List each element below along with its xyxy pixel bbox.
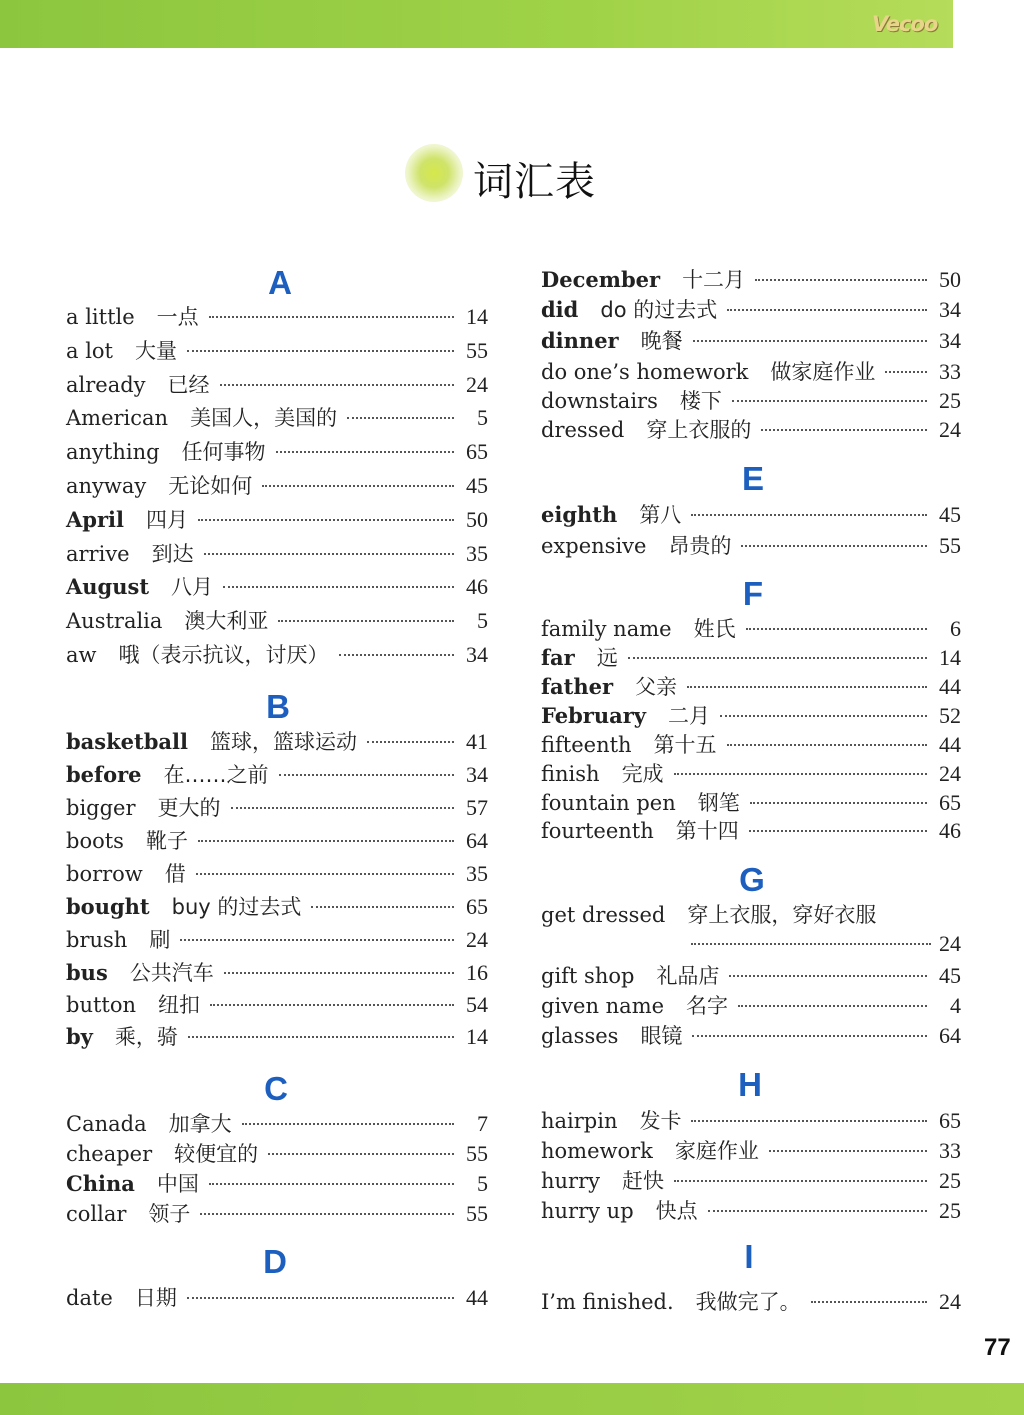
entry-word: I’m finished. <box>541 1290 674 1314</box>
leader-dots <box>674 1180 927 1182</box>
entry-meaning: 远 <box>596 646 618 670</box>
leader-dots <box>198 519 454 521</box>
leader-dots <box>187 1297 454 1299</box>
leader-dots <box>755 279 927 281</box>
entry-meaning: 借 <box>164 862 186 886</box>
entry-meaning: 乘，骑 <box>114 1025 178 1049</box>
entry-page: 45 <box>939 963 961 988</box>
entry-meaning: 第十五 <box>653 733 717 757</box>
entry-word: hairpin <box>541 1109 618 1133</box>
entry-page: 5 <box>477 1171 488 1196</box>
glossary-entry <box>541 415 961 445</box>
glossary-entry <box>66 403 488 433</box>
entry-meaning: 二月 <box>668 704 711 728</box>
leader-dots <box>279 774 454 776</box>
glossary-entry <box>541 759 961 789</box>
page-number: 77 <box>984 1334 1011 1361</box>
glossary-entry <box>66 370 488 400</box>
glossary-entry <box>66 1283 488 1313</box>
page-header <box>405 140 665 210</box>
entry-meaning: 钢笔 <box>697 791 740 815</box>
entry-page: 65 <box>466 894 488 919</box>
glossary-entry <box>541 1166 961 1196</box>
entry-meaning: 发卡 <box>639 1109 682 1133</box>
entry-page: 54 <box>466 992 488 1017</box>
glossary-entry <box>541 295 961 325</box>
entry-page: 5 <box>477 608 488 633</box>
section-letter: G <box>739 861 765 898</box>
entry-meaning: 更大的 <box>157 796 221 820</box>
entry-meaning: 哦（表示抗议，讨厌） <box>118 643 329 667</box>
section-letter: B <box>266 688 290 725</box>
glossary-entry <box>541 531 961 561</box>
entry-meaning: 任何事物 <box>181 440 266 464</box>
entry-page: 64 <box>939 1023 961 1048</box>
entry-meaning: 领子 <box>148 1202 191 1226</box>
glossary-entry <box>541 326 961 356</box>
leader-dots <box>727 744 927 746</box>
entry-meaning: 礼品店 <box>656 964 720 988</box>
entry-word: fountain pen <box>541 791 676 815</box>
glossary-entry <box>66 859 488 889</box>
entry-page: 33 <box>939 1138 961 1163</box>
entry-page-line <box>691 931 961 961</box>
glossary-entry <box>66 925 488 955</box>
entry-page: 24 <box>939 761 961 786</box>
entry-page: 14 <box>939 645 961 670</box>
entry-word: gift shop <box>541 964 635 988</box>
entry-word: bus <box>66 960 108 985</box>
glossary-entry <box>66 437 488 467</box>
leader-dots <box>210 1004 454 1006</box>
entry-page: 34 <box>466 642 488 667</box>
entry-word: bought <box>66 894 150 919</box>
entry-page: 64 <box>466 828 488 853</box>
bottom-banner <box>0 1383 1024 1415</box>
glossary-entry <box>66 1022 488 1052</box>
glossary-entry <box>541 701 961 731</box>
entry-page: 52 <box>939 703 961 728</box>
glossary-entry <box>66 640 488 670</box>
entry-page: 14 <box>466 1024 488 1049</box>
glossary-entry <box>66 572 488 602</box>
entry-word: do one’s homework <box>541 360 749 384</box>
glossary-entry <box>541 265 961 295</box>
entry-word: fifteenth <box>541 733 632 757</box>
glossary-entry <box>66 302 488 332</box>
entry-page: 34 <box>939 297 961 322</box>
entry-page: 46 <box>466 574 488 599</box>
entry-meaning: 第十四 <box>675 819 739 843</box>
glossary-entry <box>66 336 488 366</box>
entry-word: arrive <box>66 542 130 566</box>
entry-word: eighth <box>541 502 618 527</box>
entry-word: did <box>541 297 579 322</box>
glossary-entry <box>541 614 961 644</box>
entry-page: 65 <box>939 1108 961 1133</box>
entry-meaning: 中国 <box>156 1172 199 1196</box>
entry-meaning: 大量 <box>135 339 177 363</box>
entry-meaning: 昂贵的 <box>668 534 732 558</box>
entry-meaning: 无论如何 <box>168 474 253 498</box>
entry-word: hurry up <box>541 1199 634 1223</box>
entry-word: February <box>541 703 647 728</box>
glossary-entry <box>66 539 488 569</box>
entry-meaning: 日期 <box>134 1286 177 1310</box>
entry-word: already <box>66 373 146 397</box>
entry-word: August <box>66 574 150 599</box>
entry-word: button <box>66 993 137 1017</box>
glossary-entry <box>66 471 488 501</box>
glossary-entry <box>541 1287 961 1317</box>
entry-word: a lot <box>66 339 113 363</box>
leader-dots <box>692 1035 927 1037</box>
top-banner <box>0 0 953 48</box>
glossary-entry <box>541 1021 961 1051</box>
entry-meaning: 篮球，篮球运动 <box>209 730 357 754</box>
entry-word: dinner <box>541 328 619 353</box>
entry-meaning: 姓氏 <box>693 617 736 641</box>
section-letter: D <box>263 1243 287 1280</box>
entry-page: 5 <box>477 405 488 430</box>
entry-word: hurry <box>541 1169 600 1193</box>
entry-page: 55 <box>466 1141 488 1166</box>
section-letter: A <box>268 264 292 301</box>
entry-page: 41 <box>466 729 488 754</box>
entry-word: father <box>541 674 614 699</box>
entry-meaning: 公共汽车 <box>129 961 214 985</box>
entry-meaning: 家庭作业 <box>674 1139 759 1163</box>
entry-meaning: 美国人，美国的 <box>190 406 338 430</box>
entry-word: anything <box>66 440 160 464</box>
leader-dots <box>311 906 454 908</box>
entry-page: 14 <box>466 304 488 329</box>
leader-dots <box>242 1123 454 1125</box>
leader-dots <box>811 1301 927 1303</box>
leader-dots <box>209 316 454 318</box>
leader-dots <box>769 1150 927 1152</box>
entry-word: downstairs <box>541 389 658 413</box>
leader-dots <box>749 830 927 832</box>
leader-dots <box>885 371 927 373</box>
entry-page: 44 <box>466 1285 488 1310</box>
leader-dots <box>691 514 927 516</box>
entry-meaning: 一点 <box>156 305 199 329</box>
entry-word: anyway <box>66 474 147 498</box>
glossary-entry <box>66 760 488 790</box>
leader-dots <box>276 451 454 453</box>
leader-dots <box>224 972 454 974</box>
entry-word: basketball <box>66 729 188 754</box>
leader-dots <box>223 586 454 588</box>
entry-word: given name <box>541 994 665 1018</box>
glossary-entry <box>541 788 961 818</box>
glossary-entry <box>541 991 961 1021</box>
entry-meaning: 四月 <box>146 508 188 532</box>
entry-page: 6 <box>950 616 961 641</box>
entry-word: by <box>66 1024 93 1049</box>
entry-meaning: 晚餐 <box>640 329 683 353</box>
entry-meaning: 穿上衣服的 <box>646 418 752 442</box>
glossary-entry <box>66 606 488 636</box>
leader-dots <box>187 350 454 352</box>
section-letter: C <box>264 1070 288 1107</box>
entry-meaning: 赶快 <box>622 1169 664 1193</box>
entry-meaning: 我做完了。 <box>695 1290 801 1314</box>
entry-page: 45 <box>466 473 488 498</box>
glossary-entry <box>66 826 488 856</box>
leader-dots <box>367 741 454 743</box>
glossary-entry <box>66 1169 488 1199</box>
leader-dots <box>262 485 454 487</box>
entry-page: 7 <box>477 1111 488 1136</box>
leader-dots <box>746 628 927 630</box>
entry-word: homework <box>541 1139 653 1163</box>
leader-dots <box>727 309 927 311</box>
entry-page: 33 <box>939 359 961 384</box>
entry-page: 24 <box>939 1289 961 1314</box>
glossary-entry <box>541 1106 961 1136</box>
entry-page: 25 <box>939 388 961 413</box>
leader-dots <box>674 773 927 775</box>
glossary-entry <box>66 1139 488 1169</box>
entry-page: 44 <box>939 674 961 699</box>
leader-dots <box>196 873 454 875</box>
leader-dots <box>204 553 454 555</box>
entry-meaning: 眼镜 <box>640 1024 683 1048</box>
entry-meaning: 快点 <box>655 1199 698 1223</box>
entry-word: borrow <box>66 862 143 886</box>
entry-word: December <box>541 267 661 292</box>
entry-word: before <box>66 762 142 787</box>
publisher-logo: Vecoo <box>872 12 938 36</box>
entry-page: 34 <box>939 328 961 353</box>
entry-meaning: buy 的过去式 <box>171 895 302 919</box>
entry-word: a little <box>66 305 135 329</box>
section-letter: H <box>738 1066 762 1103</box>
entry-word: cheaper <box>66 1142 153 1166</box>
glossary-entry <box>541 1136 961 1166</box>
entry-meaning: 刷 <box>149 928 171 952</box>
glossary-entry <box>541 961 961 991</box>
entry-meaning: 穿上衣服，穿好衣服 <box>687 903 877 927</box>
section-letter: E <box>741 460 764 497</box>
top-banner-corner <box>953 0 1024 48</box>
leader-dots <box>180 939 454 941</box>
glossary-entry <box>66 892 488 922</box>
entry-word: aw <box>66 643 97 667</box>
entry-word: collar <box>66 1202 127 1226</box>
entry-word: brush <box>66 928 128 952</box>
entry-page: 24 <box>466 927 488 952</box>
entry-word: American <box>66 406 169 430</box>
leader-dots <box>691 1120 927 1122</box>
entry-word: China <box>66 1171 135 1196</box>
entry-word: far <box>541 645 575 670</box>
entry-word: get dressed <box>541 903 666 927</box>
leader-dots <box>268 1153 454 1155</box>
entry-page: 57 <box>466 795 488 820</box>
entry-page: 24 <box>939 931 961 956</box>
entry-page: 4 <box>950 993 961 1018</box>
leader-dots <box>729 975 927 977</box>
glossary-entry <box>541 500 961 530</box>
entry-word: glasses <box>541 1024 619 1048</box>
entry-page: 25 <box>939 1168 961 1193</box>
entry-word: boots <box>66 829 124 853</box>
glossary-entry <box>541 900 961 930</box>
glossary-entry <box>66 1199 488 1229</box>
glossary-entry <box>541 816 961 846</box>
leader-dots <box>209 1183 454 1185</box>
entry-page: 25 <box>939 1198 961 1223</box>
glossary-entry <box>541 672 961 702</box>
glossary-entry <box>66 727 488 757</box>
entry-page: 55 <box>466 1201 488 1226</box>
entry-meaning: 到达 <box>151 542 194 566</box>
entry-meaning: do 的过去式 <box>600 298 718 322</box>
entry-page: 50 <box>939 267 961 292</box>
entry-word: fourteenth <box>541 819 654 843</box>
entry-word: April <box>66 507 124 532</box>
entry-meaning: 加拿大 <box>168 1112 232 1136</box>
leader-dots <box>741 545 927 547</box>
glossary-entry <box>66 1109 488 1139</box>
entry-meaning: 较便宜的 <box>174 1142 259 1166</box>
entry-word: finish <box>541 762 600 786</box>
leader-dots <box>691 943 931 945</box>
entry-meaning: 完成 <box>621 762 664 786</box>
leader-dots <box>198 840 454 842</box>
entry-meaning: 第八 <box>639 503 682 527</box>
entry-page: 24 <box>466 372 488 397</box>
entry-word: Canada <box>66 1112 147 1136</box>
entry-page: 44 <box>939 732 961 757</box>
leader-dots <box>220 384 454 386</box>
glossary-entry <box>66 793 488 823</box>
entry-word: family name <box>541 617 672 641</box>
leader-dots <box>339 654 455 656</box>
leader-dots <box>231 807 454 809</box>
leader-dots <box>188 1036 454 1038</box>
entry-meaning: 十二月 <box>682 268 746 292</box>
entry-page: 35 <box>466 541 488 566</box>
leader-dots <box>761 429 927 431</box>
entry-meaning: 已经 <box>167 373 210 397</box>
entry-meaning: 父亲 <box>635 675 678 699</box>
entry-meaning: 澳大利亚 <box>184 609 269 633</box>
entry-meaning: 八月 <box>171 575 214 599</box>
glossary-entry <box>66 505 488 535</box>
entry-page: 16 <box>466 960 488 985</box>
entry-meaning: 纽扣 <box>158 993 201 1017</box>
leader-dots <box>732 400 927 402</box>
leader-dots <box>693 340 927 342</box>
leader-dots <box>347 417 454 419</box>
section-letter: F <box>742 575 764 612</box>
glossary-entry <box>541 386 961 416</box>
entry-meaning: 名字 <box>686 994 729 1018</box>
entry-word: Australia <box>66 609 163 633</box>
glossary-entry <box>66 990 488 1020</box>
entry-meaning: 在……之前 <box>163 763 269 787</box>
entry-word: date <box>66 1286 113 1310</box>
leader-dots <box>750 802 927 804</box>
entry-page: 55 <box>466 338 488 363</box>
entry-meaning: 楼下 <box>679 389 722 413</box>
entry-page: 45 <box>939 502 961 527</box>
leader-dots <box>738 1005 927 1007</box>
leader-dots <box>628 657 927 659</box>
entry-page: 46 <box>939 818 961 843</box>
glossary-entry <box>541 730 961 760</box>
entry-word: expensive <box>541 534 647 558</box>
entry-page: 35 <box>466 861 488 886</box>
leader-dots <box>278 620 454 622</box>
leader-dots <box>708 1210 927 1212</box>
title-decoration <box>405 144 463 202</box>
leader-dots <box>687 686 927 688</box>
leader-dots <box>200 1213 454 1215</box>
entry-meaning: 靴子 <box>145 829 188 853</box>
entry-page: 24 <box>939 417 961 442</box>
glossary-entry <box>541 357 961 387</box>
entry-word: dressed <box>541 418 625 442</box>
section-letter: I <box>744 1238 754 1275</box>
leader-dots <box>720 715 927 717</box>
entry-page: 55 <box>939 533 961 558</box>
entry-page: 65 <box>466 439 488 464</box>
page-title: 词汇表 <box>473 159 596 205</box>
glossary-entry <box>541 1196 961 1226</box>
entry-word: bigger <box>66 796 136 820</box>
entry-meaning: 做家庭作业 <box>770 360 876 384</box>
glossary-entry <box>66 958 488 988</box>
entry-page: 50 <box>466 507 488 532</box>
glossary-entry <box>541 643 961 673</box>
entry-page: 34 <box>466 762 488 787</box>
entry-page: 65 <box>939 790 961 815</box>
